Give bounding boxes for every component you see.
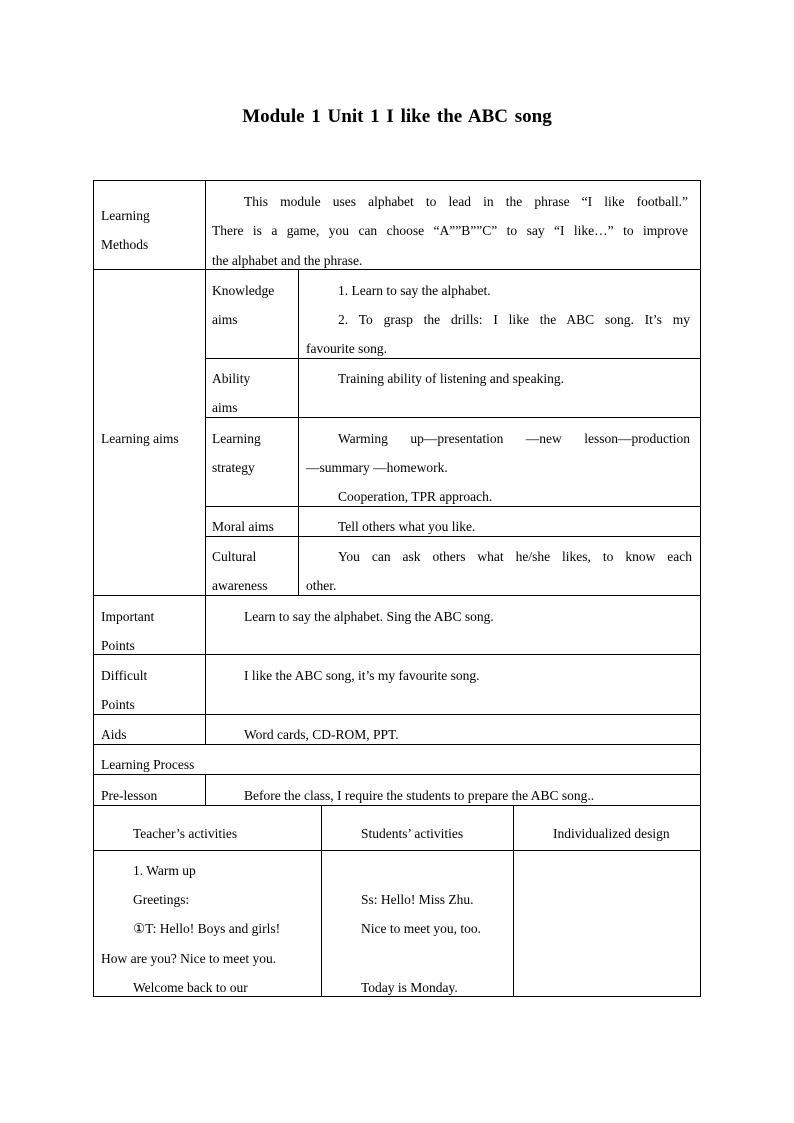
row-divider [93,595,701,596]
col-divider [321,805,322,996]
sub-row-divider [205,536,701,537]
students-activities-header: Students’ activities [361,826,464,841]
teacher-activity-line: Greetings: [133,892,190,907]
important-points-text: Learn to say the alphabet. Sing the ABC song. [244,609,494,624]
teacher-activity-line: How are you? Nice to meet you. [101,951,277,966]
learning-strategy-text-1: Warming up—presentation —new lesson—production [338,431,690,446]
row-divider [93,654,701,655]
cultural-awareness-text-1: You can ask others what he/she likes, to know each [338,549,692,564]
knowledge-aims-text-3: favourite song. [306,341,387,356]
teacher-activities-header: Teacher’s activities [133,826,238,841]
aids-label: Aids [101,727,127,742]
row-divider [93,269,701,270]
learning-strategy-text-3: Cooperation, TPR approach. [338,489,493,504]
aids-text: Word cards, CD-ROM, PPT. [244,727,399,742]
student-activity-line: Ss: Hello! Miss Zhu. [361,892,474,907]
moral-aims-text: Tell others what you like. [338,519,476,534]
learning-methods-text-2: There is a game, you can choose “A””B””C” to say “I like…” to improve [212,223,688,238]
table-border-left [93,180,94,997]
table-border-right [700,180,701,997]
pre-lesson-label: Pre-lesson [101,788,158,803]
teacher-activity-line: 1. Warm up [133,863,196,878]
learning-strategy-text-2: —summary —homework. [306,460,448,475]
learning-strategy-label: Learning strategy [212,431,261,475]
sub-row-divider [205,506,701,507]
learning-process-label: Learning Process [101,757,195,772]
learning-methods-label: Learning Methods [101,208,150,252]
row-divider [93,805,701,806]
difficult-points-text: I like the ABC song, it’s my favourite song. [244,668,480,683]
teacher-activity-line: Welcome back to our [133,980,248,995]
ability-aims-label: Ability aims [212,371,251,415]
individualized-design-header: Individualized design [553,826,670,841]
page-title: Module 1 Unit 1 I like the ABC song [242,106,552,127]
row-divider [93,744,701,745]
difficult-points-label: Difficult Points [101,668,148,712]
teacher-activity-line: ①T: Hello! Boys and girls! [133,921,281,936]
knowledge-aims-text-1: 1. Learn to say the alphabet. [338,283,491,298]
col-divider [205,774,206,805]
knowledge-aims-text-2: 2. To grasp the drills: I like the ABC song. It’s my [338,312,690,327]
cultural-awareness-label: Cultural awareness [212,549,268,593]
important-points-label: Important Points [101,609,155,653]
student-activity-line: Today is Monday. [361,980,458,995]
table-border-bottom [93,996,701,997]
learning-methods-text-3: the alphabet and the phrase. [212,253,363,268]
sub-row-divider [205,358,701,359]
row-divider [93,850,701,851]
learning-aims-label: Learning aims [101,431,179,446]
ability-aims-text: Training ability of listening and speaking. [338,371,564,386]
col-divider [298,269,299,595]
knowledge-aims-label: Knowledge aims [212,283,275,327]
learning-methods-text-1: This module uses alphabet to lead in the phrase “I like football.” [244,194,688,209]
row-divider [93,774,701,775]
col-divider [513,805,514,996]
student-activity-line: Nice to meet you, too. [361,921,481,936]
moral-aims-label: Moral aims [212,519,274,534]
col-divider [205,180,206,744]
table-border-top [93,180,701,181]
sub-row-divider [205,417,701,418]
row-divider [93,714,701,715]
pre-lesson-text: Before the class, I require the students to prepare the ABC song.. [244,788,595,803]
cultural-awareness-text-2: other. [306,578,337,593]
